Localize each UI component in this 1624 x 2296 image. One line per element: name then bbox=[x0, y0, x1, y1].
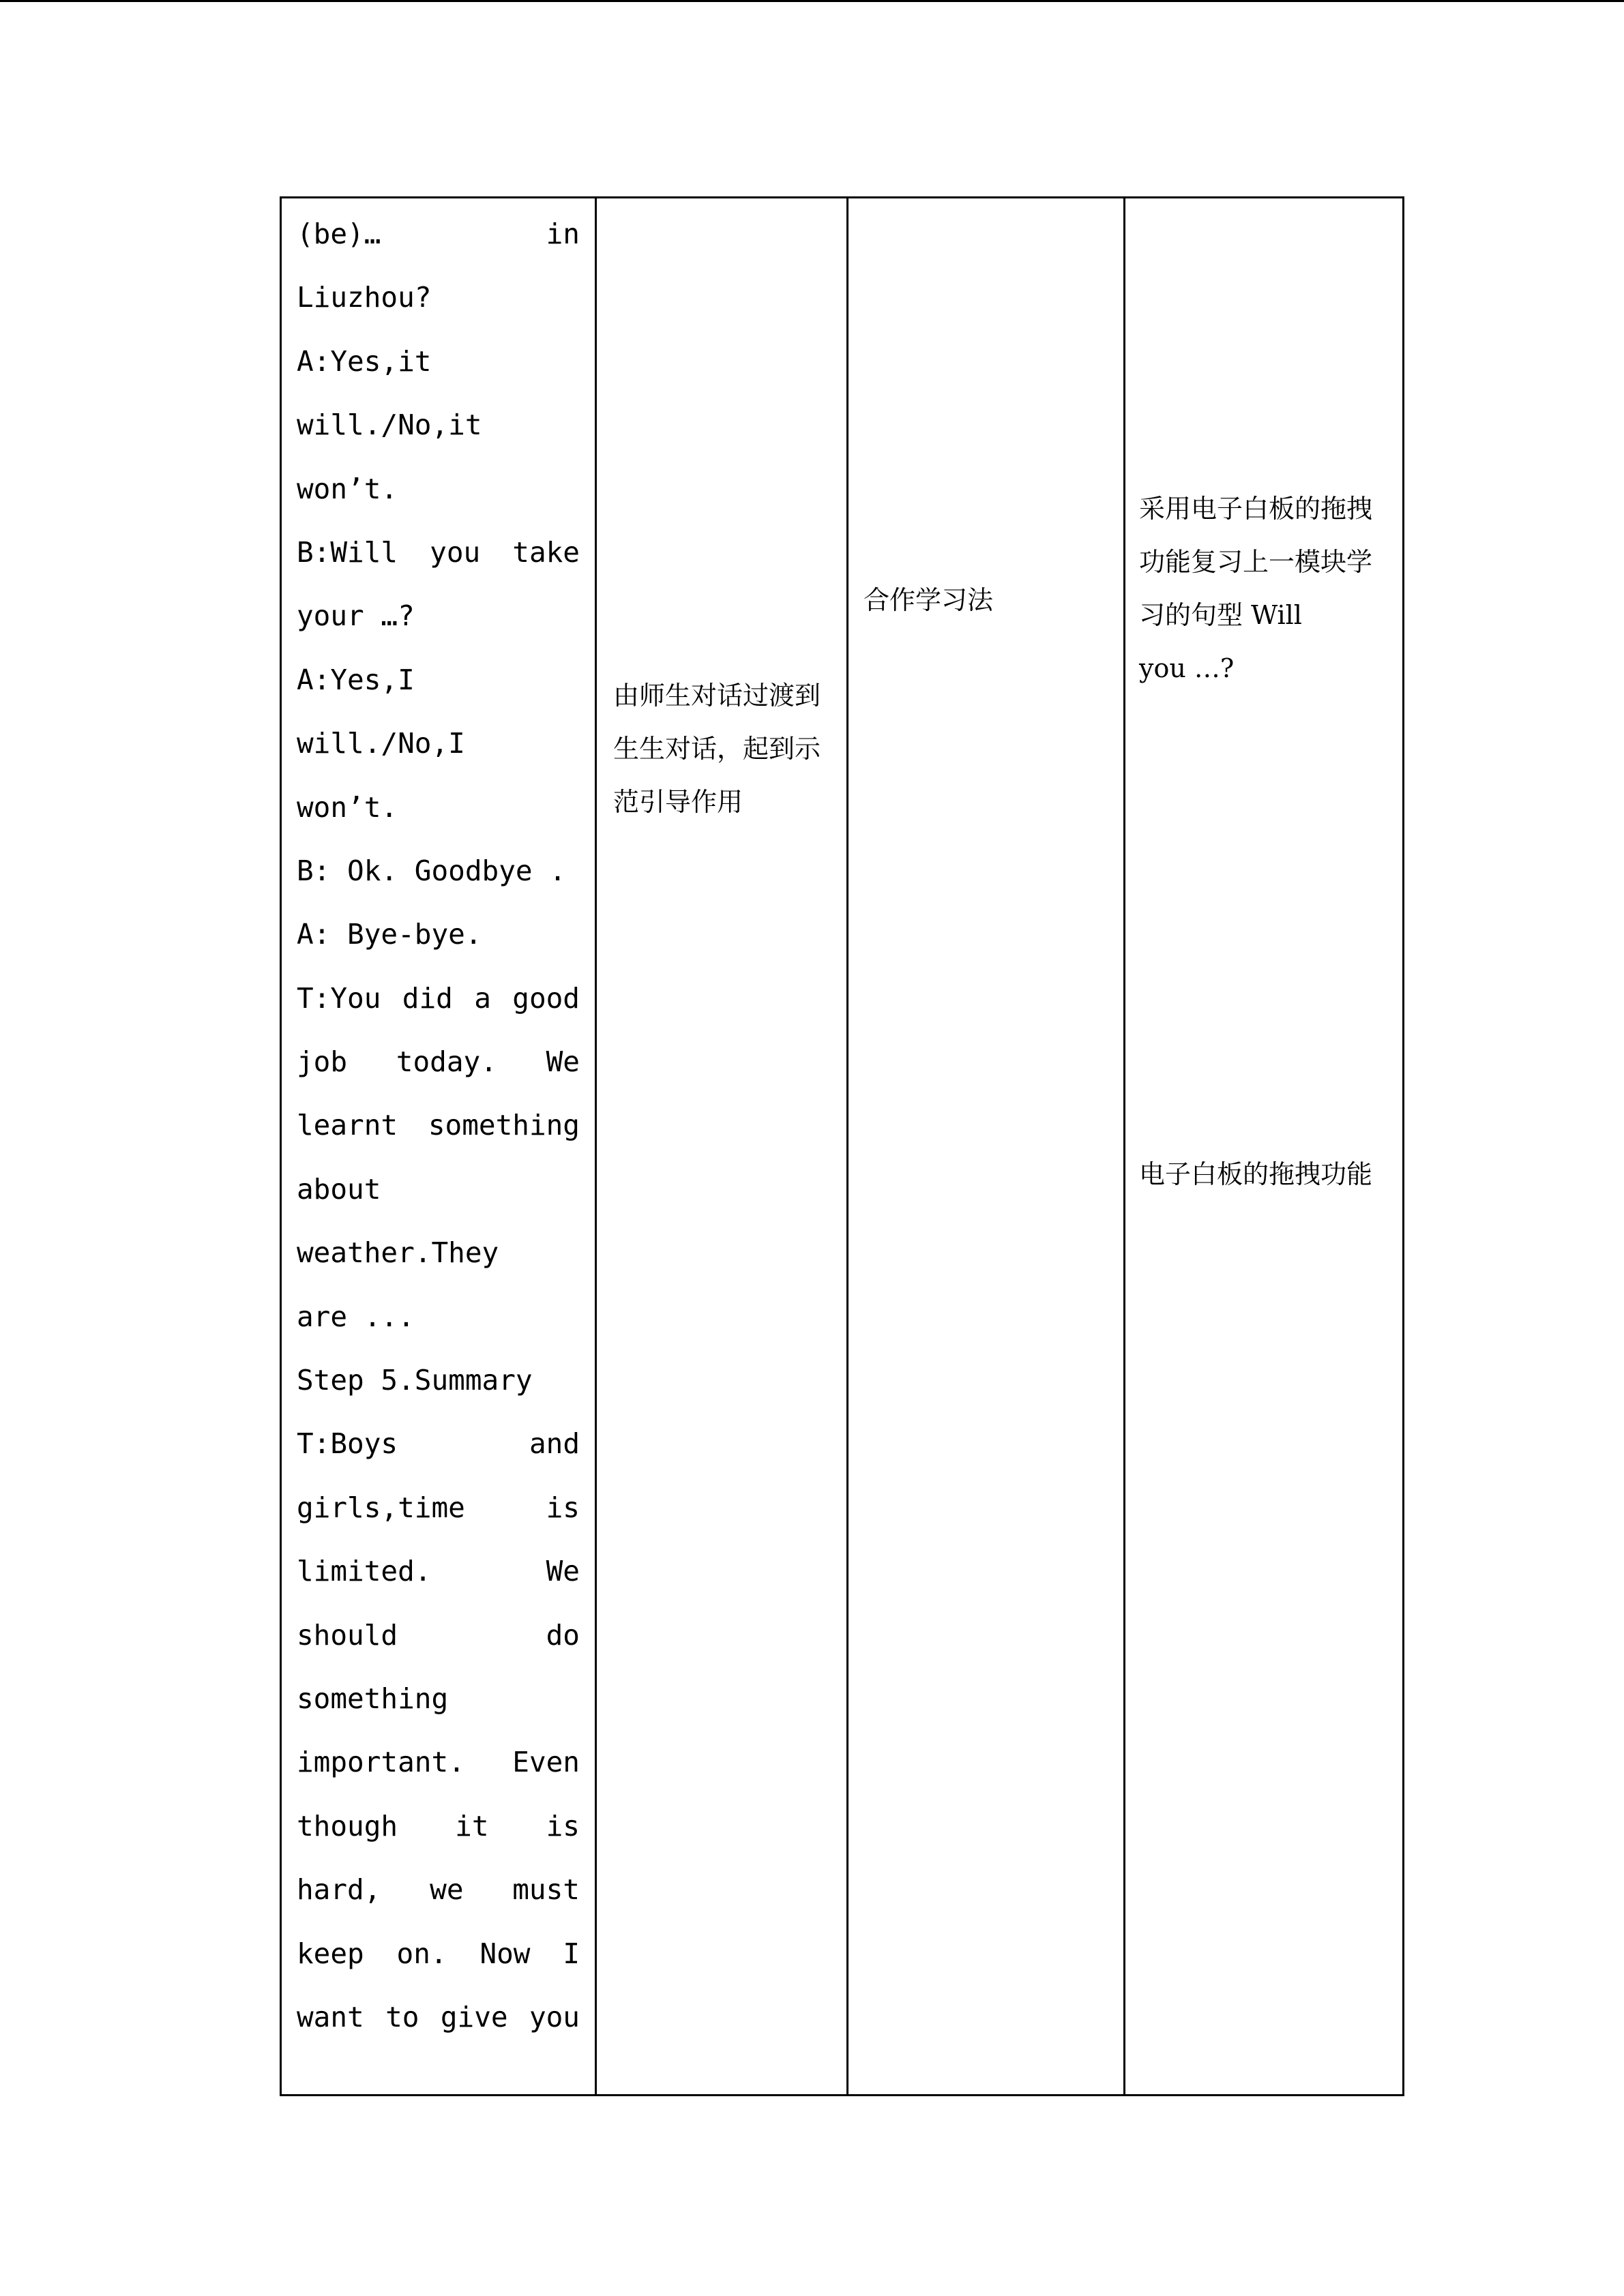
text-line: 合作学习法 bbox=[863, 585, 994, 615]
teaching-method-cell bbox=[848, 198, 1125, 2096]
script-line: weather.They bbox=[297, 1236, 499, 1270]
script-line: girls,time is bbox=[297, 1491, 580, 1524]
page-top-rule bbox=[0, 0, 1624, 2]
script-line: A:Yes,I bbox=[297, 663, 415, 696]
design-purpose-text bbox=[613, 669, 821, 829]
script-line: want to give you bbox=[297, 2000, 580, 2033]
script-line: T:You did a good bbox=[297, 981, 580, 1015]
script-line: (be)… in bbox=[297, 218, 580, 250]
script-line: A: Bye-bye. bbox=[297, 918, 482, 951]
script-line: Step 5.Summary bbox=[297, 1364, 533, 1397]
script-line: important. Even bbox=[297, 1746, 580, 1779]
design-purpose-cell bbox=[596, 198, 848, 2096]
script-line: B: Ok. Goodbye . bbox=[297, 854, 566, 887]
script-line: won’t. bbox=[297, 790, 398, 824]
text-line: 采用电子白板的拖拽 bbox=[1139, 494, 1373, 524]
text-line: 由师生对话过渡到 bbox=[613, 681, 821, 711]
script-line: will./No,I bbox=[297, 727, 465, 760]
text-line: you …? bbox=[1139, 653, 1235, 683]
script-line: T:Boys and bbox=[297, 1427, 580, 1461]
script-line: Liuzhou? bbox=[297, 281, 432, 314]
text-line: 电子白板的拖拽功能 bbox=[1139, 1159, 1373, 1189]
script-line: won’t. bbox=[297, 472, 398, 505]
text-line: 习的句型 Will bbox=[1139, 600, 1302, 630]
script-line: learnt something bbox=[297, 1109, 580, 1142]
script-line: limited. We bbox=[297, 1555, 580, 1588]
script-line: about bbox=[297, 1172, 381, 1206]
script-line: keep on. Now I bbox=[297, 1937, 580, 1970]
script-line: are ... bbox=[297, 1300, 415, 1333]
technology-use-cell bbox=[1125, 198, 1404, 2096]
script-line: hard, we must bbox=[297, 1873, 580, 1907]
script-line: your …? bbox=[297, 599, 415, 633]
script-line: A:Yes,it bbox=[297, 344, 432, 378]
teaching-process-cell bbox=[281, 198, 596, 2096]
whiteboard-review-note bbox=[1139, 482, 1372, 695]
text-line: 生生对话，起到示 bbox=[613, 734, 821, 764]
script-line: job today. We bbox=[297, 1045, 580, 1079]
dialogue-script bbox=[297, 203, 580, 2049]
script-line: B:Will you take bbox=[297, 535, 580, 569]
teaching-method-text bbox=[863, 573, 993, 627]
script-line: though it is bbox=[297, 1809, 580, 1843]
text-line: 范引导作用 bbox=[613, 787, 743, 817]
table-row bbox=[281, 198, 1404, 2096]
script-line: something bbox=[297, 1682, 449, 1715]
script-line: will./No,it bbox=[297, 408, 482, 442]
text-line: 功能复习上一模块学 bbox=[1139, 547, 1373, 577]
whiteboard-drag-note bbox=[1139, 1148, 1372, 1201]
script-line: should do bbox=[297, 1618, 580, 1652]
lesson-plan-table bbox=[280, 196, 1404, 2096]
